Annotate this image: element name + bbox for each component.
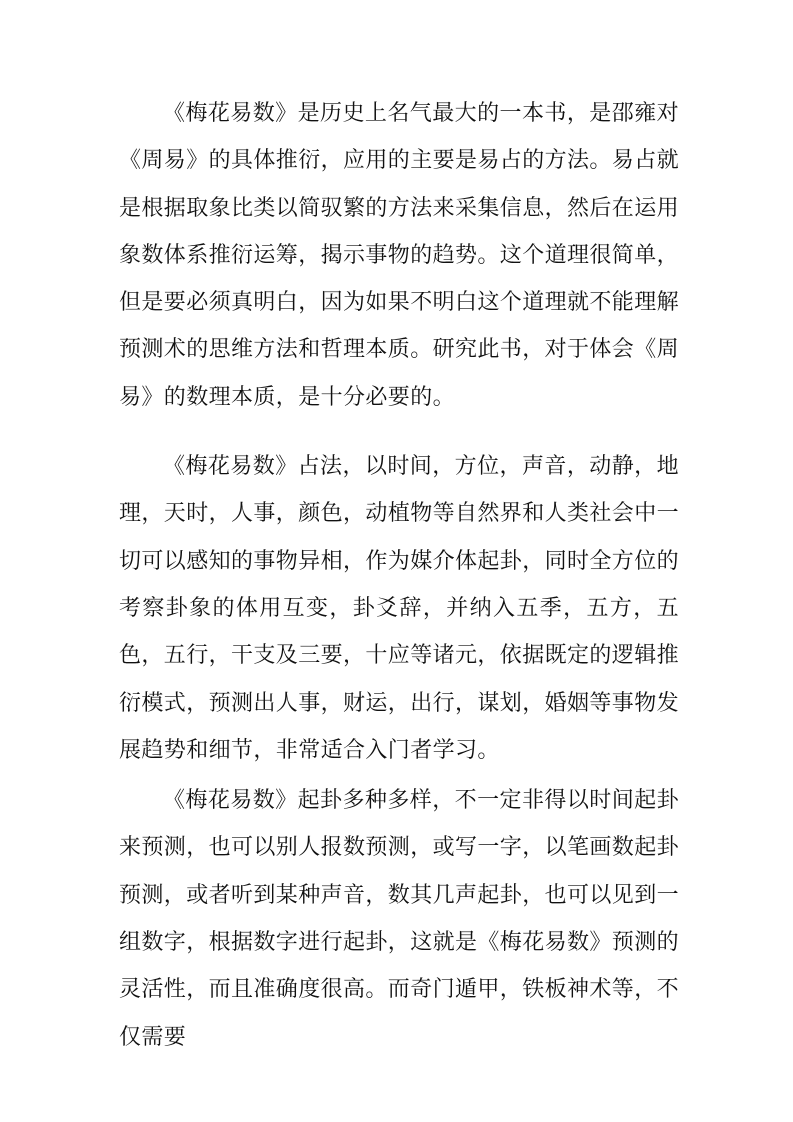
paragraph-3: 《梅花易数》起卦多种多样，不一定非得以时间起卦来预测，也可以别人报数预测，或写一字，以笔画数起卦预测，或者听到某种声音，数其几声起卦，也可以见到一组数字，根据数字进行起卦，这就是《梅花易数》预测的灵活性，而且准确度很高。而奇门遁甲，铁板神术等，不仅需要 [119, 788, 680, 1050]
document-body [119, 90, 679, 1061]
paragraph-2: 《梅花易数》占法，以时间，方位，声音，动静，地理，天时，人事，颜色，动植物等自然界和人类社会中一切可以感知的事物异相，作为媒介体起卦，同时全方位的考察卦象的体用互变，卦爻辞，并纳入五季，五方，五色，五行，干支及三要，十应等诸元，依据既定的逻辑推衍模式，预测出人事，财运，出行，谋划，婚姻等事物发展趋势和细节，非常适合入门者学习。 [119, 454, 680, 763]
paragraph-1: 《梅花易数》是历史上名气最大的一本书，是邵雍对《周易》的具体推衍，应用的主要是易占的方法。易占就是根据取象比类以简驭繁的方法来采集信息，然后在运用象数体系推衍运筹，揭示事物的趋势。这个道理很简单，但是要必须真明白，因为如果不明白这个道理就不能理解预测术的思维方法和哲理本质。研究此书，对于体会《周易》的数理本质，是十分必要的。 [119, 101, 680, 410]
